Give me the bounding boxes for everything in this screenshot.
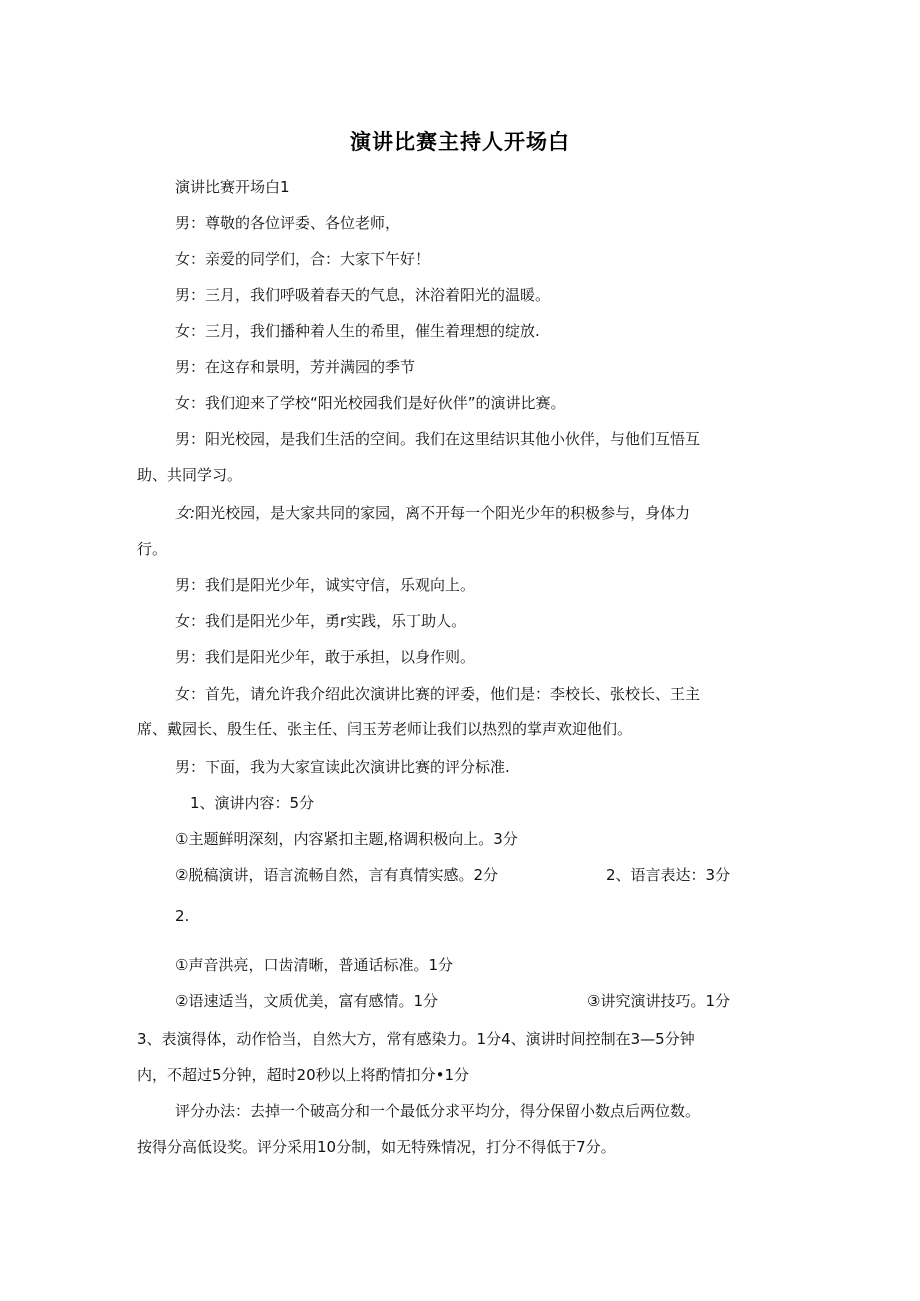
criteria-item: ③讲究演讲技巧。1分	[587, 992, 730, 1010]
dialogue-line: 男：在这存和景明，芳并满园的季节	[175, 358, 416, 376]
criteria-item: ①声音洪亮，口齿清晰，普通话标准。1分	[175, 956, 453, 974]
criteria-item: ②语速适当，文质优美，富有感情。1分	[175, 992, 438, 1010]
section-heading: 演讲比赛开场白1	[175, 178, 290, 196]
dialogue-line: 女：我们迎来了学校“阳光校园我们是好伙伴”的演讲比赛。	[175, 394, 566, 412]
dialogue-line	[175, 503, 690, 523]
dialogue-text: 阳光校园，是大家共同的家园，离不开每一个阳光少年的积极参与，身体力	[195, 504, 691, 522]
dialogue-line: 女：亲爱的同学们，合：大家下午好！	[175, 250, 431, 268]
dialogue-line: 女：三月，我们播种着人生的希里，催生着理想的绽放.	[175, 322, 540, 340]
scoring-method: 评分办法：去掉一个破高分和一个最低分求平均分，得分保留小数点后两位数。	[175, 1102, 701, 1120]
dialogue-line: 男：下面，我为大家宣读此次演讲比赛的评分标准.	[175, 758, 510, 776]
speaker-label: 女:	[175, 504, 196, 522]
criteria-heading: 2、语言表达：3分	[606, 866, 731, 884]
dialogue-line: 男：我们是阳光少年，诚实守信，乐观向上。	[175, 576, 476, 594]
scoring-method-continued: 按得分高低设奖。评分采用10分制，如无特殊情况，打分不得低于7分。	[137, 1138, 616, 1156]
criteria-number: 2.	[175, 907, 190, 925]
criteria-item: ②脱稿演讲，语言流畅自然，言有真情实感。2分	[175, 866, 498, 884]
dialogue-line-continued: 席、戴园长、殷生任、张主任、闫玉芳老师让我们以热烈的掌声欢迎他们。	[137, 720, 633, 738]
dialogue-line: 男：阳光校园，是我们生活的空间。我们在这里结识其他小伙伴，与他们互悟互	[175, 430, 701, 448]
dialogue-line: 女：我们是阳光少年，勇r实践，乐丁助人。	[175, 612, 467, 630]
dialogue-line-continued: 行。	[137, 540, 168, 558]
dialogue-line: 男：尊敬的各位评委、各位老师，	[175, 214, 401, 232]
dialogue-line-continued: 助、共同学习。	[137, 466, 243, 484]
criteria-item: 3、表演得体，动作恰当，自然大方，常有感染力。1分4、演讲时间控制在3—5分钟	[137, 1030, 695, 1048]
criteria-item-continued: 内，不超过5分钟，超时20秒以上将酌情扣分•1分	[137, 1066, 470, 1084]
dialogue-line: 女：首先，请允许我介绍此次演讲比赛的评委，他们是：李校长、张校长、王主	[175, 685, 701, 703]
criteria-item: ①主题鲜明深刻，内容紧扣主题,格调积极向上。3分	[175, 830, 518, 848]
dialogue-line: 男：我们是阳光少年，敢于承担，以身作则。	[175, 648, 476, 666]
dialogue-line: 男：三月，我们呼吸着春天的气息，沐浴着阳光的温暖。	[175, 286, 551, 304]
document-title: 演讲比赛主持人开场白	[350, 130, 570, 154]
criteria-heading: 1、演讲内容：5分	[190, 794, 315, 812]
